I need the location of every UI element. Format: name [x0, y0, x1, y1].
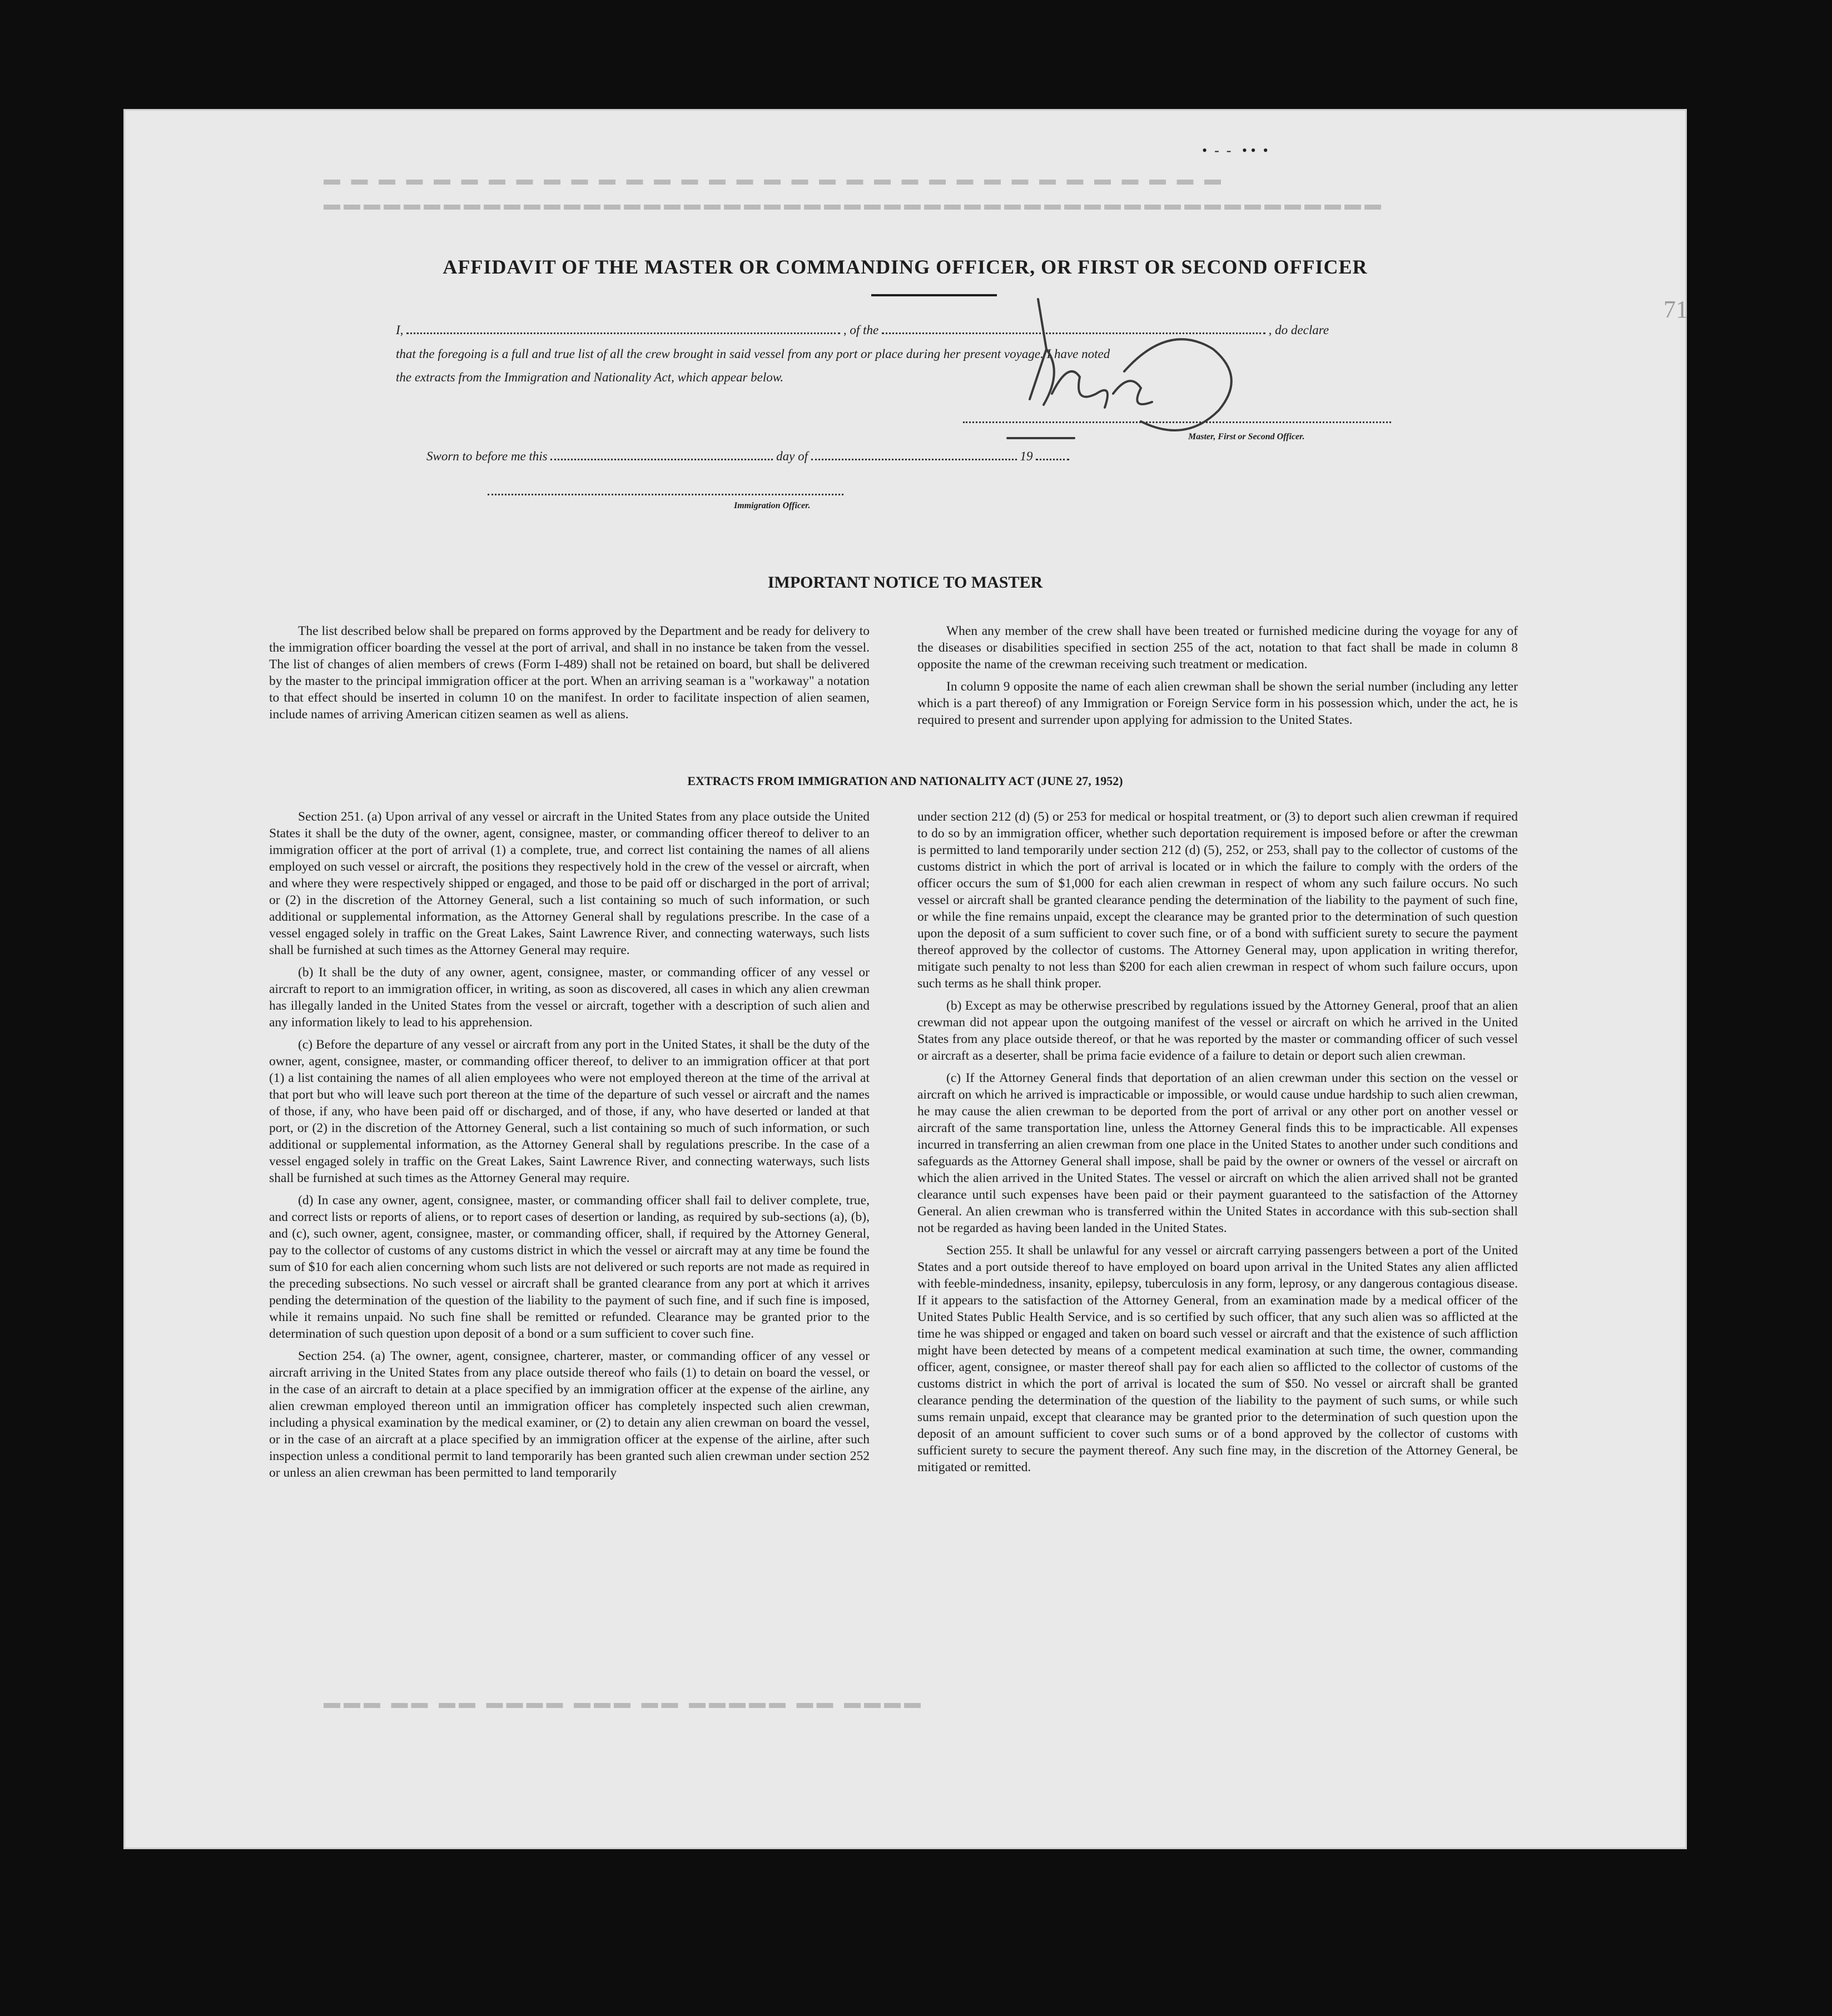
- notice-paragraph: In column 9 opposite the name of each alien crewman shall be shown the serial number (including any letter which is a part thereof) of any Immigration or Foreign Service form in his possession which, under the act, he is required to present and surrender upon applying for admission to the United States.: [917, 679, 1518, 727]
- master-caption: Master, First or Second Officer.: [1188, 432, 1305, 441]
- handwritten-signature: [985, 288, 1274, 466]
- immigration-officer-line[interactable]: [488, 493, 843, 495]
- document-page: [123, 109, 1687, 1849]
- bleed-through-text: ▬▬▬ ▬▬ ▬▬ ▬▬▬▬ ▬▬▬ ▬▬ ▬▬▬▬▬ ▬▬ ▬▬▬▬: [324, 1694, 924, 1712]
- immigration-caption: Immigration Officer.: [734, 501, 811, 510]
- name-blank[interactable]: [406, 324, 840, 334]
- sworn-label: Sworn to before me this: [426, 449, 548, 463]
- extracts-title: EXTRACTS FROM IMMIGRATION AND NATIONALITY ACT (JUNE 27, 1952): [687, 774, 1123, 788]
- bleed-through-text: ▬▬▬▬▬▬▬▬▬▬▬▬▬▬▬▬▬▬▬▬▬▬▬▬▬▬▬▬▬▬▬▬▬▬▬▬▬▬▬▬▬▬▬▬▬▬▬▬▬▬▬▬▬: [324, 195, 1384, 213]
- section-254-a: Section 254. (a) The owner, agent, consignee, charterer, master, or commanding officer of any vessel or aircraft arriving in the United States from any place outside thereof who fails (1) to detain on board the vessel, or in the case of an aircraft to detain at a place specified by an immigration officer at the expense of the airline, any alien crewman employed thereon until an immigration officer has completely inspected such alien crewman, including a physical examination by the medical examiner, or (2) to detain any alien crewman on board the vessel, or in the case of an aircraft at a place specified by an immigration officer at the expense of the airline, after such inspection unless a conditional permit to land temporarily has been granted such alien crewman under section 252 or unless an alien crewman has been permitted to land temporarily: [269, 1349, 870, 1480]
- sworn-day-of: day of: [776, 449, 808, 463]
- section-254-b: (b) Except as may be otherwise prescribed by regulations issued by the Attorney General, proof that an alien crewman did not appear upon the outgoing manifest of the vessel or aircraft on which he arrived in the United States from any place outside thereof, or that he was reported by the master or commanding officer of such vessel or aircraft as a deserter, shall be prima facie evidence of a failure to detain or deport such alien crewman.: [917, 999, 1518, 1063]
- section-254-a-continued: under section 212 (d) (5) or 253 for medical or hospital treatment, or (3) to deport such alien crewman if required to do so by an immigration officer, whether such deportation requirement is imposed before or after the crewman is permitted to land temporarily under section 212 (d) (5), 252, or 253, shall pay to the collector of customs of the customs district in which the port of arrival is located or in which the failure to comply with the orders of the officer occurs the sum of $1,000 for each alien crewman in respect of whom any such failure occurs. No such vessel or aircraft shall be granted clearance pending the determination of the liability to the payment of such fine, or while the fine remains unpaid, except the clearance may be granted prior to the determination of such question upon the deposit of a sum sufficient to cover such fine, or of a bond with sufficient surety to secure the payment thereof approved by the collector of customs. The Attorney General may, upon application in writing therefor, mitigate such penalty to not less than $200 for each alien crewman in respect of whom such failure occurs, upon such terms as he shall think proper.: [917, 810, 1518, 991]
- declaration-of-the: , of the: [843, 323, 879, 337]
- affidavit-title: AFFIDAVIT OF THE MASTER OR COMMANDING OFFICER, OR FIRST OR SECOND OFFICER: [443, 256, 1368, 278]
- sworn-line: [426, 449, 1069, 464]
- declaration-do-declare: , do declare: [1268, 323, 1329, 337]
- sworn-day-blank[interactable]: [550, 450, 773, 460]
- notice-title: IMPORTANT NOTICE TO MASTER: [767, 573, 1043, 592]
- margin-mark: 71: [1664, 296, 1688, 323]
- section-251-c: (c) Before the departure of any vessel or aircraft from any port in the United States, it shall be the duty of the owner, agent, consignee, master, or commanding officer thereof, to deliver to an immigration officer at that port (1) a list containing the names of all alien employees who were not employed thereon at the time of the arrival at that port but who will leave such port thereon at the time of the departure of such vessel or aircraft and the names of those, if any, who have been paid off or discharged, and of those, if any, who have deserted or landed at that port, or (2) in the discretion of the Attorney General, such a list containing so much of such information, or such additional or supplemental information, as the Attorney General shall by regulations prescribe. In the case of a vessel engaged solely in traffic on the Great Lakes, Saint Lawrence River, and connecting waterways, such lists shall be furnished at such times as the Attorney General may require.: [269, 1037, 870, 1185]
- stray-marks: • - - • • •: [1202, 142, 1268, 158]
- extracts-left-column: [269, 808, 870, 1487]
- sworn-year-prefix: 19: [1020, 449, 1033, 463]
- declaration-i: I,: [396, 323, 404, 337]
- section-251-d: (d) In case any owner, agent, consignee, master, or commanding officer shall fail to deliver complete, true, and correct lists or reports of aliens, or to report cases of desertion or landing, as required by sub-sections (a), (b), and (c), such owner, agent, consignee, master, or commanding officer, shall, if required by the Attorney General, pay to the collector of customs of any customs district in which the vessel or aircraft may at any time be found the sum of $10 for each alien concerning whom such lists are not delivered or such reports are not made as required in the preceding subsections. No such vessel or aircraft shall be granted clearance from any port at which it arrives pending the determination of the question of the liability to the payment of such fine, and if such fine is imposed, while it remains unpaid. No such fine shall be remitted or refunded. Clearance may be granted prior to the determination of such question upon deposit of a bond or a sum sufficient to cover such fine.: [269, 1193, 870, 1341]
- section-255: Section 255. It shall be unlawful for any vessel or aircraft carrying passengers between a port of the United States and a port outside thereof to have employed on board upon arrival in the United States any alien afflicted with feeble-mindedness, insanity, epilepsy, tuberculosis in any form, leprosy, or any dangerous contagious disease. If it appears to the satisfaction of the Attorney General, from an examination made by a medical officer of the United States Public Health Service, and is so certified by such officer, that any such alien was so afflicted at the time he was shipped or engaged and taken on board such vessel or aircraft and that the existence of such affliction might have been detected by means of a competent medical examination at such time, the owner, commanding officer, agent, consignee, or master thereof shall pay for each alien so afflicted to the collector of customs of the customs district in which the port of arrival is located the sum of $50. No vessel or aircraft shall be granted clearance pending the determination of the question of the liability to the payment of such sums, or while such sums remain unpaid, except that clearance may be granted prior to the determination of such question upon the deposit of an amount sufficient to cover such sums or of a bond approved by the collector of customs with sufficient surety to secure the payment thereof. Any such fine may, in the discretion of the Attorney General, be mitigated or remitted.: [917, 1243, 1518, 1474]
- section-251-b: (b) It shall be the duty of any owner, agent, consignee, master, or commanding officer of any vessel or aircraft to report to an immigration officer, in writing, as soon as discovered, all cases in which any alien crewman has illegally landed in the United States from the vessel or aircraft, together with a description of such alien and any information likely to lead to his apprehension.: [269, 965, 870, 1030]
- notice-paragraph: When any member of the crew shall have been treated or furnished medicine during the voyage for any of the diseases or disabilities specified in section 255 of the act, notation to that fact shall be made in column 8 opposite the name of the crewman receiving such treatment or medication.: [917, 624, 1518, 672]
- bleed-through-text: ▬ ▬ ▬ ▬ ▬ ▬ ▬ ▬ ▬ ▬ ▬ ▬ ▬ ▬ ▬ ▬ ▬ ▬ ▬ ▬ ▬ ▬ ▬ ▬ ▬ ▬ ▬ ▬ ▬ ▬ ▬ ▬ ▬: [324, 170, 1224, 188]
- declaration-line-2: that the foregoing is a full and true list of all the crew brought in said vessel from any port or place during her present voyage. I have noted: [396, 347, 1110, 361]
- section-251-a: Section 251. (a) Upon arrival of any vessel or aircraft in the United States from any place outside the United States it shall be the duty of the owner, agent, consignee, master, or commanding officer thereof to deliver to an immigration officer at the port of arrival (1) a complete, true, and correct list containing the names of all aliens employed on such vessel or aircraft, the positions they respectively hold in the crew of the vessel or aircraft, when and where they were respectively shipped or engaged, and those to be paid off or discharged in the port of arrival; or (2) in the discretion of the Attorney General, such a list containing so much of such information, or such additional or supplemental information, as the Attorney General shall by regulations prescribe. In the case of a vessel engaged solely in traffic on the Great Lakes, Saint Lawrence River, and connecting waterways, such lists shall be furnished at such times as the Attorney General may require.: [269, 810, 870, 957]
- notice-left-column: [269, 623, 870, 728]
- extracts-right-column: [917, 808, 1518, 1481]
- title-rule: [871, 294, 997, 296]
- notice-paragraph: The list described below shall be prepared on forms approved by the Department and be ready for delivery to the immigration officer boarding the vessel at the port of arrival, and shall in no instance be taken from the vessel. The list of changes of alien members of crews (Form I-489) shall not be retained on board, but shall be delivered by the master to the principal immigration officer at the port. When an arriving seaman is a "workaway" a notation to that effect should be inserted in column 10 on the manifest. In order to facilitate inspection of alien seamen, include names of arriving American citizen seamen as well as aliens.: [269, 624, 870, 722]
- notice-right-column: [917, 623, 1518, 734]
- declaration-line-3: the extracts from the Immigration and Nationality Act, which appear below.: [396, 370, 784, 384]
- section-254-c: (c) If the Attorney General finds that deportation of an alien crewman under this section on the vessel or aircraft on which he arrived is impracticable or impossible, or would cause undue hardship to such alien crewman, he may cause the alien crewman to be deported from the port of arrival or any other port on another vessel or aircraft of the same transportation line, unless the Attorney General finds this to be impracticable. All expenses incurred in transferring an alien crewman from one place in the United States to another under such conditions and safeguards as the Attorney General shall impose, shall be paid by the owner or owners of the vessel or aircraft on which the alien arrived in the United States. The vessel or aircraft on which the alien arrived shall not be granted clearance until such expenses have been paid or their payment guaranteed to the satisfaction of the Attorney General. An alien crewman who is transferred within the United States in accordance with this sub-section shall not be regarded as having been landed in the United States.: [917, 1071, 1518, 1235]
